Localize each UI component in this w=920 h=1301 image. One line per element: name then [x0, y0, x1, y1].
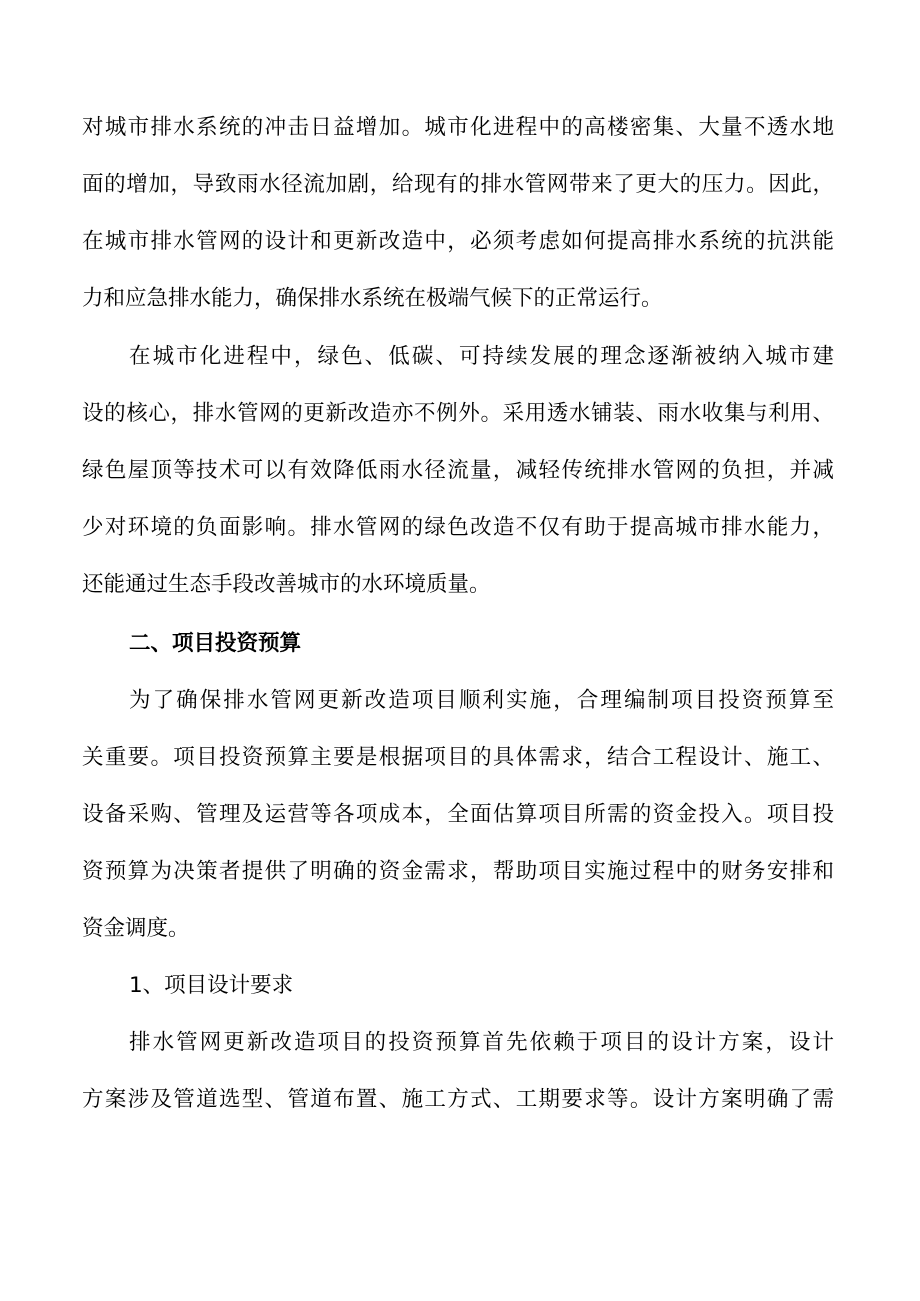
- section-heading: 二、项目投资预算: [129, 631, 302, 656]
- subsection-heading: 1、项目设计要求: [129, 973, 294, 998]
- section-paragraph-line-2: 关重要。项目投资预算主要是根据项目的具体需求，结合工程设计、施工、: [82, 745, 834, 770]
- section-paragraph-line-5: 资金调度。: [82, 916, 190, 941]
- paragraph-2-line-3: 绿色屋顶等技术可以有效降低雨水径流量，减轻传统排水管网的负担，并减: [82, 458, 834, 483]
- paragraph-2-line-2: 设的核心，排水管网的更新改造亦不例外。采用透水铺装、雨水收集与利用、: [82, 401, 834, 426]
- paragraph-1-line-3: 在城市排水管网的设计和更新改造中，必须考虑如何提高排水系统的抗洪能: [82, 229, 834, 254]
- paragraph-2-line-1: 在城市化进程中，绿色、低碳、可持续发展的理念逐渐被纳入城市建: [129, 344, 834, 369]
- paragraph-2-line-5: 还能通过生态手段改善城市的水环境质量。: [82, 572, 491, 597]
- subsection-paragraph-line-1: 排水管网更新改造项目的投资预算首先依赖于项目的设计方案，设计: [129, 1030, 834, 1055]
- section-paragraph-line-4: 资预算为决策者提供了明确的资金需求，帮助项目实施过程中的财务安排和: [82, 859, 834, 884]
- paragraph-1-line-2: 面的增加，导致雨水径流加剧，给现有的排水管网带来了更大的压力。因此，: [82, 172, 834, 197]
- paragraph-1-line-1: 对城市排水系统的冲击日益增加。城市化进程中的高楼密集、大量不透水地: [82, 115, 834, 140]
- paragraph-2-line-4: 少对环境的负面影响。排水管网的绿色改造不仅有助于提高城市排水能力，: [82, 515, 834, 540]
- section-paragraph-line-3: 设备采购、管理及运营等各项成本，全面估算项目所需的资金投入。项目投: [82, 802, 834, 827]
- subsection-paragraph-line-2: 方案涉及管道选型、管道布置、施工方式、工期要求等。设计方案明确了需: [82, 1087, 834, 1112]
- paragraph-1-line-4: 力和应急排水能力，确保排水系统在极端气候下的正常运行。: [82, 286, 663, 311]
- section-paragraph-line-1: 为了确保排水管网更新改造项目顺利实施，合理编制项目投资预算至: [129, 688, 834, 713]
